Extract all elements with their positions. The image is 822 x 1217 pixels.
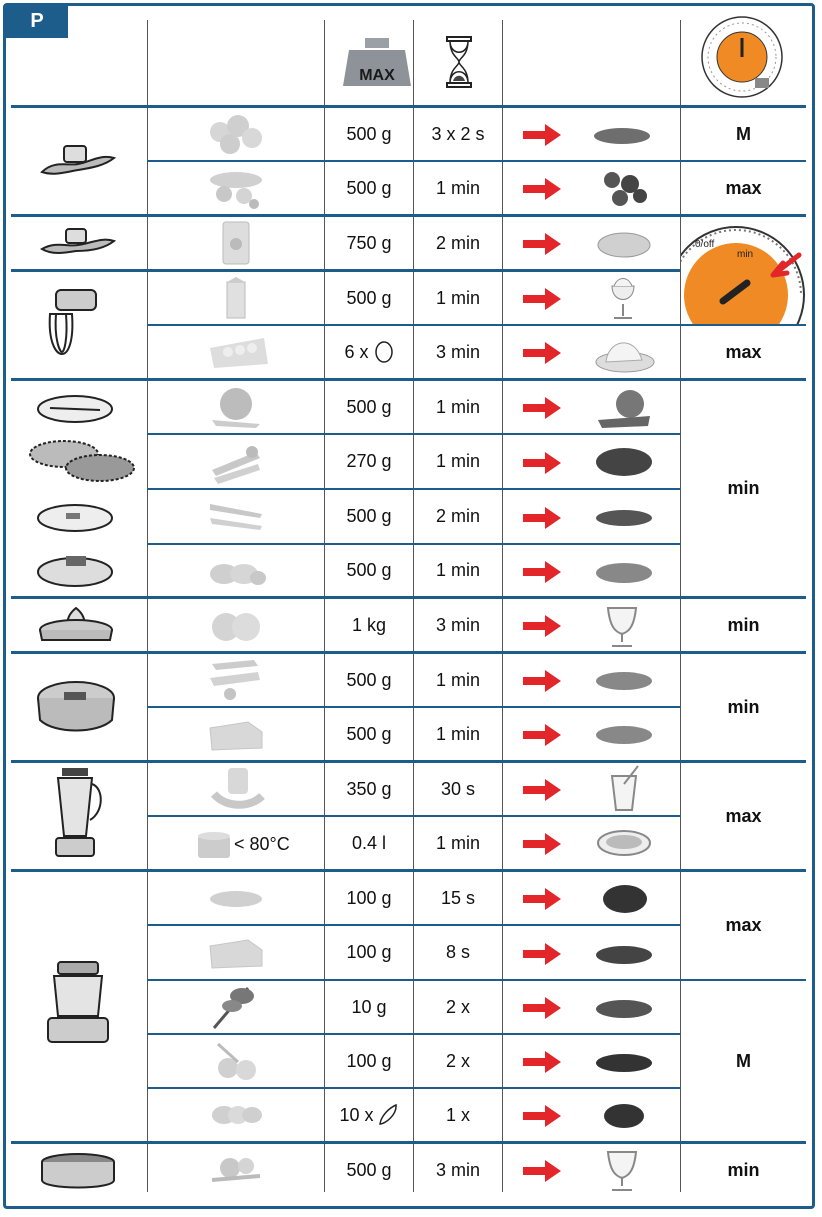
time-cell: 1 min <box>435 560 480 580</box>
dough-result-icon <box>596 230 652 260</box>
diced-cheese-result-icon <box>594 722 654 748</box>
grated-result-icon <box>594 444 654 480</box>
oranges-icon <box>210 610 262 644</box>
garlic-clove-icon <box>377 1103 399 1127</box>
section-badge: P <box>6 6 68 38</box>
speed-setting: max <box>725 177 762 198</box>
arrow-icon <box>523 833 561 855</box>
amount-cell: 500 g <box>346 287 392 308</box>
amount-cell: 500 g <box>346 560 392 580</box>
amount-cell: 350 g <box>346 778 392 799</box>
hard-cheese-icon <box>206 936 266 972</box>
speed-setting: min <box>727 614 760 635</box>
amount-cell: 100 g <box>346 1050 392 1071</box>
time-cell: 1 min <box>435 832 480 853</box>
amount-cell: 500 g <box>346 506 392 526</box>
baguette-icon <box>208 888 264 910</box>
amount-cell: 100 g <box>346 887 392 908</box>
speed-setting: max <box>725 805 762 826</box>
max-weight-label: MAX <box>359 67 395 84</box>
amount-cell: 100 g <box>346 942 392 962</box>
speed-setting: min <box>727 1159 760 1180</box>
arrow-icon <box>523 724 561 746</box>
puree-glass-result-icon <box>604 1148 640 1194</box>
time-cell: 1 x <box>445 1104 470 1125</box>
arrow-icon <box>523 943 561 965</box>
time-cell: 1 min <box>435 669 480 690</box>
juice-glass-result-icon <box>604 604 640 650</box>
soup-pot-icon <box>194 830 234 860</box>
time-cell: 1 min <box>435 177 480 198</box>
column-divider <box>147 20 148 1192</box>
arrow-icon <box>523 1105 561 1127</box>
amount-cell: 10 g <box>351 996 387 1017</box>
julienne-disc-icon <box>36 503 114 533</box>
mixed-vegetables-icon <box>206 1150 266 1190</box>
chopped-vegetables-result-icon <box>596 168 652 208</box>
time-cell: 3 x 2 s <box>431 123 485 144</box>
french-fries-disc-icon <box>36 552 114 588</box>
arrow-icon <box>523 615 561 637</box>
whisk-attachment-icon <box>42 286 102 358</box>
chopped-garlic-result-icon <box>600 1100 648 1132</box>
chopped-herbs-result-icon <box>594 996 654 1022</box>
time-cell: 15 s <box>440 887 476 908</box>
minced-result-icon <box>592 124 652 148</box>
time-cell: 2 min <box>435 232 480 253</box>
time-cell: 30 s <box>440 778 476 799</box>
citrus-press-icon <box>36 606 116 646</box>
time-cell: 3 min <box>435 341 480 362</box>
amount-cell: 500 g <box>346 396 392 417</box>
whipped-cream-result-icon <box>608 276 638 322</box>
arrow-icon <box>523 1051 561 1073</box>
arrow-icon <box>523 452 561 474</box>
speed-setting: min <box>727 696 760 717</box>
cheese-block-icon <box>206 718 266 754</box>
amount-cell: 0.4 l <box>351 832 387 853</box>
cream-carton-icon <box>224 276 248 320</box>
arrow-icon <box>523 888 561 910</box>
speed-setting: max <box>725 341 762 362</box>
dial-min-label: min <box>737 249 754 260</box>
grated-cheese-result-icon <box>594 942 654 968</box>
speed-setting: M <box>736 1050 751 1071</box>
amount-cell: 500 g <box>346 177 392 198</box>
egg-carton-icon <box>206 334 270 372</box>
fries-result-icon <box>594 558 654 588</box>
arrow-icon <box>523 1160 561 1182</box>
speed-dial-icon <box>701 16 783 98</box>
speed-setting: min <box>727 478 760 498</box>
egg-icon <box>374 340 394 364</box>
beaten-egg-whites-result-icon <box>594 330 656 374</box>
meat-chunks-icon <box>204 112 268 156</box>
blender-icon <box>50 766 106 860</box>
arrow-icon <box>523 342 561 364</box>
speed-dial-closeup <box>681 217 806 324</box>
julienne-result-icon <box>594 506 654 530</box>
time-cell: 1 min <box>435 287 480 308</box>
chopping-blade-icon <box>38 140 118 180</box>
flour-bag-icon <box>220 220 252 266</box>
arrow-icon <box>523 397 561 419</box>
long-vegetables-icon <box>206 496 266 538</box>
time-cell: 1 min <box>435 451 480 471</box>
amount-cell-garlic <box>325 1089 413 1141</box>
column-divider <box>502 20 503 1192</box>
cabbage-icon <box>206 384 266 430</box>
max-weight-icon <box>343 36 413 88</box>
temperature-label: < 80°C <box>234 833 290 854</box>
nuts-icon <box>208 1038 262 1082</box>
arrow-icon <box>523 670 561 692</box>
speed-dial-closeup-icon <box>681 217 806 324</box>
vegetables-icon <box>204 166 268 210</box>
time-cell: 8 s <box>445 942 470 962</box>
slicing-disc-icon <box>36 394 114 424</box>
vegetable-pieces-icon <box>206 658 266 702</box>
time-cell: 3 min <box>435 614 480 635</box>
arrow-icon <box>523 288 561 310</box>
grating-discs-icon <box>28 438 138 484</box>
herbs-icon <box>208 982 260 1032</box>
time-cell: 1 min <box>435 396 480 417</box>
amount-cell: 500 g <box>346 669 392 690</box>
amount-cell: 500 g <box>346 123 392 144</box>
sieve-insert-icon <box>38 1152 118 1190</box>
sliced-result-icon <box>594 386 654 430</box>
speed-setting: M <box>736 123 751 144</box>
amount-cell: 10 x <box>339 1104 374 1125</box>
time-cell: 2 x <box>445 996 470 1017</box>
amount-cell: 750 g <box>346 232 392 253</box>
garlic-cloves-icon <box>208 1102 264 1128</box>
arrow-icon <box>523 779 561 801</box>
amount-cell: 500 g <box>346 723 392 744</box>
amount-cell: 1 kg <box>351 614 387 635</box>
time-cell: 3 min <box>435 1159 480 1180</box>
time-cell: 1 min <box>435 723 480 744</box>
dial-off-label: 0/off <box>695 239 715 250</box>
breadcrumbs-result-icon <box>600 882 650 916</box>
smoothie-glass-result-icon <box>606 764 642 812</box>
arrow-icon <box>523 124 561 146</box>
amount-cell: 270 g <box>346 451 392 471</box>
potatoes-icon <box>206 556 266 590</box>
carrots-icon <box>206 440 266 486</box>
amount-cell-eggs <box>325 326 413 378</box>
hourglass-icon <box>446 36 472 88</box>
arrow-icon <box>523 233 561 255</box>
soup-bowl-result-icon <box>596 828 652 858</box>
time-cell: 2 x <box>445 1050 470 1071</box>
amount-cell: 6 x <box>344 341 369 362</box>
dicing-kit-icon <box>34 676 118 738</box>
time-cell: 2 min <box>435 506 480 526</box>
chopped-nuts-result-icon <box>594 1050 654 1076</box>
arrow-icon <box>523 178 561 200</box>
dough-tool-icon <box>38 227 118 257</box>
amount-cell: 500 g <box>346 1159 392 1180</box>
speed-setting: max <box>725 915 762 935</box>
mini-chopper-icon <box>44 960 112 1046</box>
arrow-icon <box>523 507 561 529</box>
banana-icon <box>210 764 266 810</box>
arrow-icon <box>523 561 561 583</box>
diced-result-icon <box>594 668 654 694</box>
arrow-icon <box>523 997 561 1019</box>
